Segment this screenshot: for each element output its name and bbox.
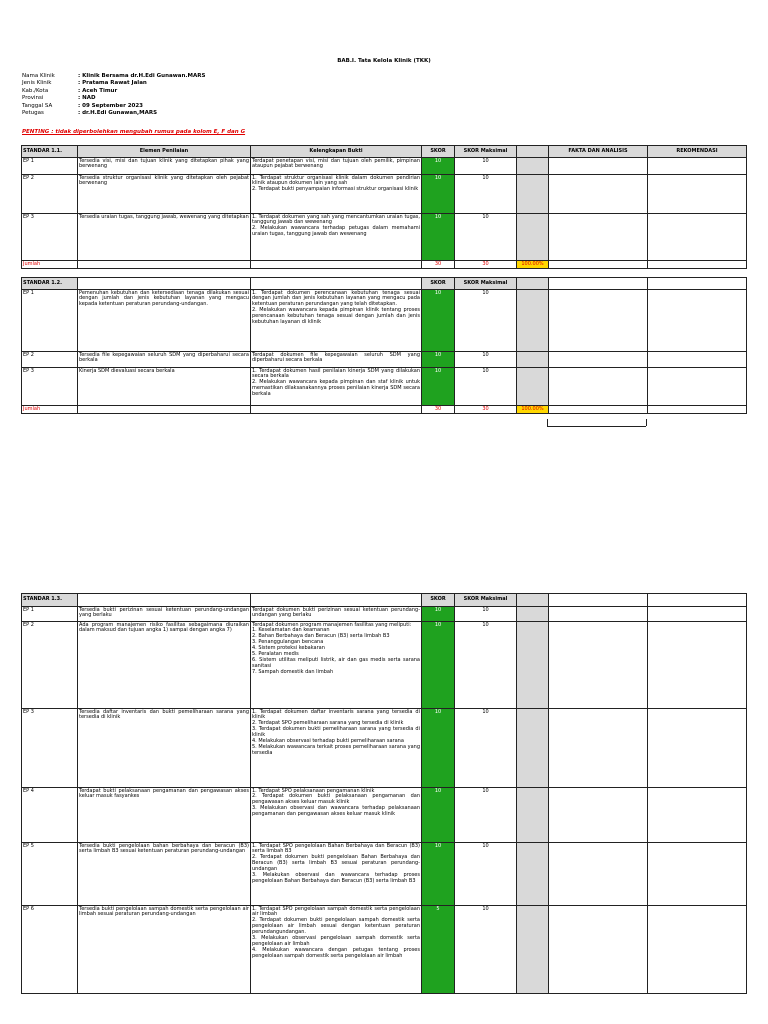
skor-cell[interactable]: 10 [422, 214, 455, 261]
col-skor: SKOR [422, 594, 455, 607]
fakta-cell[interactable] [549, 607, 648, 622]
bukti-cell: Terdapat penetapan visi, misi dan tujuan oleh pemilik, pimpinan ataupun pejabat berwenang [251, 158, 422, 175]
skor-cell[interactable]: 10 [422, 175, 455, 214]
col-blank [251, 594, 422, 607]
table-row [22, 906, 747, 994]
spacer-row [22, 269, 747, 278]
info-label: Provinsi [22, 95, 44, 102]
skor-cell[interactable]: 10 [422, 368, 455, 406]
info-row [22, 88, 205, 95]
max-cell: 10 [455, 843, 517, 906]
standar-label: STANDAR 1.1. [22, 146, 78, 158]
info-value: : Klinik Bersama dr.H.Edi Gunawan.MARS [78, 73, 206, 79]
col-skor: SKOR [422, 146, 455, 158]
rekom-cell[interactable] [648, 906, 747, 994]
info-label: Tanggal SA [22, 102, 53, 109]
blank-cell [517, 175, 549, 214]
fakta-cell[interactable] [549, 368, 648, 406]
info-row [22, 95, 205, 102]
ep-cell: EP 2 [22, 175, 78, 214]
col-blank [251, 278, 422, 290]
table-row [22, 607, 747, 622]
elemen-cell: Tersedia bukti pengelolaan sampah domestik serta pengelolaan air limbah sesuai peraturan perundang-undangan [78, 906, 251, 994]
empty-cell [251, 261, 422, 269]
rekom-cell[interactable] [648, 368, 747, 406]
col-blank [648, 594, 747, 607]
blank-cell [517, 607, 549, 622]
header-row [22, 278, 747, 290]
ep-cell: EP 2 [22, 352, 78, 368]
fakta-cell[interactable] [549, 214, 648, 261]
jumlah-skor: 30 [422, 261, 455, 269]
rekom-cell[interactable] [648, 158, 747, 175]
blank-cell [517, 622, 549, 709]
col-elemen: Elemen Penilaian [78, 146, 251, 158]
blank-cell [517, 158, 549, 175]
elemen-cell: Pemenuhan kebutuhan dan ketersediaan tenaga dilakukan sesuai dengan jumlah dan jenis kebutuhan layanan yang mengacu kepada ketentuan peraturan perundang-undangan. [78, 290, 251, 352]
max-cell: 10 [455, 607, 517, 622]
jumlah-row [22, 261, 747, 269]
table-row [22, 709, 747, 788]
ep-cell: EP 1 [22, 158, 78, 175]
fakta-cell[interactable] [549, 352, 648, 368]
standar-label: STANDAR 1.3. [22, 594, 78, 607]
rekom-cell[interactable] [648, 352, 747, 368]
blank-cell [517, 843, 549, 906]
ep-cell: EP 1 [22, 290, 78, 352]
rekom-cell[interactable] [648, 175, 747, 214]
elemen-cell: Ada program manajemen risiko fasilitas sebagaimana diuraikan dalam maksud dan tujuan angka 1) sampai dengan angka 7) [78, 622, 251, 709]
bukti-cell: Terdapat dokumen program manajemen fasilitas yang meliputi: 1. Keselamatan dan keamanan 2. Bahan Berbahaya dan Beracun (B3) serta limbah B3 3. Penanggulangan bencana 4. Sistem proteksi kebakaran 5. Peralatan medis 6. Sistem utilitas meliputi listrik, air dan gas medis serta sarana sanitasi 7. Sampah domestik dan limbah [251, 622, 422, 709]
info-value: : NAD [78, 95, 96, 102]
info-value: : Pratama Rawat Jalan [78, 80, 147, 87]
elemen-cell: Tersedia visi, misi dan tujuan klinik yang ditetapkan pihak yang berwenang [78, 158, 251, 175]
max-cell: 10 [455, 175, 517, 214]
jumlah-skor: 30 [422, 406, 455, 414]
clinic-info [22, 73, 205, 117]
cell-border [547, 419, 548, 426]
max-cell: 10 [455, 214, 517, 261]
ep-cell: EP 2 [22, 622, 78, 709]
elemen-cell: Terdapat bukti pelaksanaan pengamanan dan pengawasan akses keluar masuk fasyankes [78, 788, 251, 843]
table-row [22, 214, 747, 261]
rekom-cell[interactable] [648, 622, 747, 709]
col-blank [78, 594, 251, 607]
elemen-cell: Tersedia daftar inventaris dan bukti pemeliharaan sarana yang tersedia di klinik [78, 709, 251, 788]
bukti-cell: 1. Terdapat dokumen yang sah yang mencantumkan uraian tugas, tanggung jawab dan wewenang 2. Melakukan wawancara terhadap petugas dalam memahami uraian tugas, tanggung jawab dan wewenang [251, 214, 422, 261]
info-value: : 09 September 2023 [78, 102, 144, 109]
blank-cell [517, 788, 549, 843]
elemen-cell: Tersedia file kepegawaian seluruh SDM yang diperbaharui secara berkala [78, 352, 251, 368]
skor-cell[interactable]: 10 [422, 352, 455, 368]
info-row [22, 103, 205, 110]
skor-cell[interactable]: 10 [422, 788, 455, 843]
info-value: : Aceh Timur [78, 87, 118, 94]
col-bukti: Kelengkapan Bukti [251, 146, 422, 158]
bukti-cell: 1. Terdapat dokumen hasil penilaian kinerja SDM yang dilakukan secara berkala 2. Melakukan wawancara kepada pimpinan dan staf klinik untuk memastikan dilaksanakannya proses penilaian kinerja SDM secara berkala [251, 368, 422, 406]
fakta-cell[interactable] [549, 158, 648, 175]
rekom-cell[interactable] [648, 214, 747, 261]
fakta-cell[interactable] [549, 622, 648, 709]
rekom-cell[interactable] [648, 290, 747, 352]
document-title: BAB.I. Tata Kelola Klinik (TKK) [337, 58, 431, 64]
elemen-cell: Tersedia bukti perizinan sesuai ketentuan perundang-undangan yang berlaku [78, 607, 251, 622]
table-row [22, 788, 747, 843]
max-cell: 10 [455, 158, 517, 175]
col-blank [517, 594, 549, 607]
jumlah-max: 30 [455, 261, 517, 269]
col-blank [517, 146, 549, 158]
elemen-cell: Tersedia uraian tugas, tanggung jawab, wewenang yang ditetapkan [78, 214, 251, 261]
col-blank [549, 594, 648, 607]
col-blank [648, 278, 747, 290]
max-cell: 10 [455, 368, 517, 406]
bukti-cell: 1. Terdapat dokumen daftar inventaris sarana yang tersedia di klinik 2. Terdapat SPO pemeliharaan sarana yang tersedia di klinik 3. Terdapat dokumen bukti pemeliharaan sarana yang tersedia di klinik 4. Melakukan observasi terhadap bukti pemeliharaan sarana 5. Melakukan wawancara terkait proses pemeliharaan sarana yang tersedia [251, 709, 422, 788]
cell-border [646, 419, 647, 426]
info-row [22, 110, 205, 117]
col-max: SKOR Maksimal [455, 594, 517, 607]
empty-cell [648, 261, 747, 269]
col-skor: SKOR [422, 278, 455, 290]
col-blank [549, 278, 648, 290]
skor-cell[interactable]: 5 [422, 906, 455, 994]
header-row [22, 594, 747, 607]
col-rekom: REKOMENDASI [648, 146, 747, 158]
skor-cell[interactable]: 10 [422, 709, 455, 788]
fakta-cell[interactable] [549, 906, 648, 994]
blank-cell [517, 906, 549, 994]
max-cell: 10 [455, 788, 517, 843]
ep-cell: EP 3 [22, 214, 78, 261]
bukti-cell: 1. Terdapat SPO pengelolaan Bahan Berbahaya dan Beracun (B3) serta limbah B3 2. Terdapat dokumen bukti pengelolaan Bahan Berbahaya dan Beracun (B3) serta limbah B3 sesuai peraturan perundang-undangan 3. Melakukan observasi dan wawancara terhadap proses pengelolaan Bahan Berbahaya dan Beracun (B3) serta limbah B3 [251, 843, 422, 906]
warning-note: PENTING : tidak diperbolehkan mengubah rumus pada kolom E, F dan G [22, 129, 246, 135]
standar-1-1-table [21, 145, 747, 414]
table-row [22, 622, 747, 709]
max-cell: 10 [455, 709, 517, 788]
empty-cell [78, 406, 251, 414]
ep-cell: EP 4 [22, 788, 78, 843]
bukti-cell: Terdapat dokumen bukti perizinan sesuai ketentuan perundang-undangan yang berlaku [251, 607, 422, 622]
empty-cell [549, 261, 648, 269]
bukti-cell: 1. Terdapat dokumen perencanaan kebutuhan tenaga sesuai dengan jumlah dan jenis kebutuhan layanan yang mengacu pada ketentuan peraturan perundangan yang telah ditetapkan. 2. Melakukan wawancara kepada pimpinan klinik tentang proses perencanaan kebutuhan tenaga sesuai dengan jumlah dan jenis kebutuhan layanan di klinik [251, 290, 422, 352]
table-row [22, 158, 747, 175]
table-row [22, 368, 747, 406]
jumlah-label: Jumlah [22, 261, 78, 269]
jumlah-row [22, 406, 747, 414]
max-cell: 10 [455, 622, 517, 709]
fakta-cell[interactable] [549, 175, 648, 214]
col-max: SKOR Maksimal [455, 146, 517, 158]
table-row [22, 175, 747, 214]
info-label: Petugas [22, 110, 44, 117]
jumlah-label: Jumlah [22, 406, 78, 414]
elemen-cell: Kinerja SDM dievaluasi secara berkala [78, 368, 251, 406]
info-label: Kab./Kota [22, 87, 49, 94]
jumlah-percent: 100.00% [517, 261, 549, 269]
rekom-cell[interactable] [648, 709, 747, 788]
fakta-cell[interactable] [549, 290, 648, 352]
skor-cell[interactable]: 10 [422, 622, 455, 709]
fakta-cell[interactable] [549, 709, 648, 788]
cell-border [547, 426, 646, 427]
table-row [22, 352, 747, 368]
info-label: Nama Klinik [22, 73, 55, 79]
max-cell: 10 [455, 290, 517, 352]
max-cell: 10 [455, 352, 517, 368]
ep-cell: EP 6 [22, 906, 78, 994]
standar-label: STANDAR 1.2. [22, 278, 78, 290]
col-blank [78, 278, 251, 290]
elemen-cell: Tersedia bukti pengelolaan bahan berbahaya dan beracun (B3) serta limbah B3 sesuai ketentuan peraturan perundang-undangan [78, 843, 251, 906]
col-max: SKOR Maksimal [455, 278, 517, 290]
info-value: : dr.H.Edi Gunawan,MARS [78, 110, 158, 117]
info-label: Jenis Klinik [22, 80, 52, 87]
skor-cell[interactable]: 10 [422, 290, 455, 352]
info-row [22, 73, 205, 80]
blank-cell [517, 709, 549, 788]
standar-1-3-table [21, 593, 747, 994]
empty-cell [648, 406, 747, 414]
ep-cell: EP 1 [22, 607, 78, 622]
col-fakta: FAKTA DAN ANALISIS [549, 146, 648, 158]
blank-cell [517, 368, 549, 406]
empty-cell [251, 406, 422, 414]
bukti-cell: 1. Terdapat struktur organisasi klinik dalam dokumen pendirian klinik ataupun dokumen lain yang sah 2. Terdapat bukti penyampaian informasi struktur organisasi klinik [251, 175, 422, 214]
ep-cell: EP 3 [22, 709, 78, 788]
header-row [22, 146, 747, 158]
skor-cell[interactable]: 10 [422, 607, 455, 622]
ep-cell: EP 3 [22, 368, 78, 406]
fakta-cell[interactable] [549, 788, 648, 843]
rekom-cell[interactable] [648, 788, 747, 843]
bukti-cell: Terdapat dokumen file kepegawaian seluruh SDM yang diperbaharui secara berkala [251, 352, 422, 368]
bukti-cell: 1. Terdapat SPO pengelolaan sampah domestik serta pengelolaan air limbah 2. Terdapat dokumen bukti pengelolaan sampah domestik serta pengelolaan air limbah sesuai dengan ketentuan peraturan perundangundangan. 3. Melakukan observasi pengelolaan sampah domestik serta pengelolaan air limbah 4. Melakukan wawancara dengan petugas tentang proses pengelolaan sampah domestik serta pengelolaan air limbah [251, 906, 422, 994]
empty-cell [78, 261, 251, 269]
jumlah-percent: 100.00% [517, 406, 549, 414]
table-row [22, 843, 747, 906]
col-blank [517, 278, 549, 290]
empty-cell [549, 406, 648, 414]
blank-cell [517, 290, 549, 352]
max-cell: 10 [455, 906, 517, 994]
bukti-cell: 1. Terdapat SPO pelaksanaan pengamanan klinik 2. Terdapat dokumen bukti pelaksanaan pengamanan dan pengawasan akses keluar masuk klinik 3. Melakukan observasi dan wawancara terhadap pelaksanaan pengamanan dan pengawasan akses keluar masuk klinik [251, 788, 422, 843]
info-row [22, 80, 205, 87]
skor-cell[interactable]: 10 [422, 843, 455, 906]
blank-cell [517, 214, 549, 261]
jumlah-max: 30 [455, 406, 517, 414]
ep-cell: EP 5 [22, 843, 78, 906]
table-row [22, 290, 747, 352]
rekom-cell[interactable] [648, 843, 747, 906]
elemen-cell: Tersedia struktur organisasi klinik yang ditetapkan oleh pejabat berwenang [78, 175, 251, 214]
skor-cell[interactable]: 10 [422, 158, 455, 175]
rekom-cell[interactable] [648, 607, 747, 622]
fakta-cell[interactable] [549, 843, 648, 906]
spacer-cell [22, 269, 747, 278]
blank-cell [517, 352, 549, 368]
